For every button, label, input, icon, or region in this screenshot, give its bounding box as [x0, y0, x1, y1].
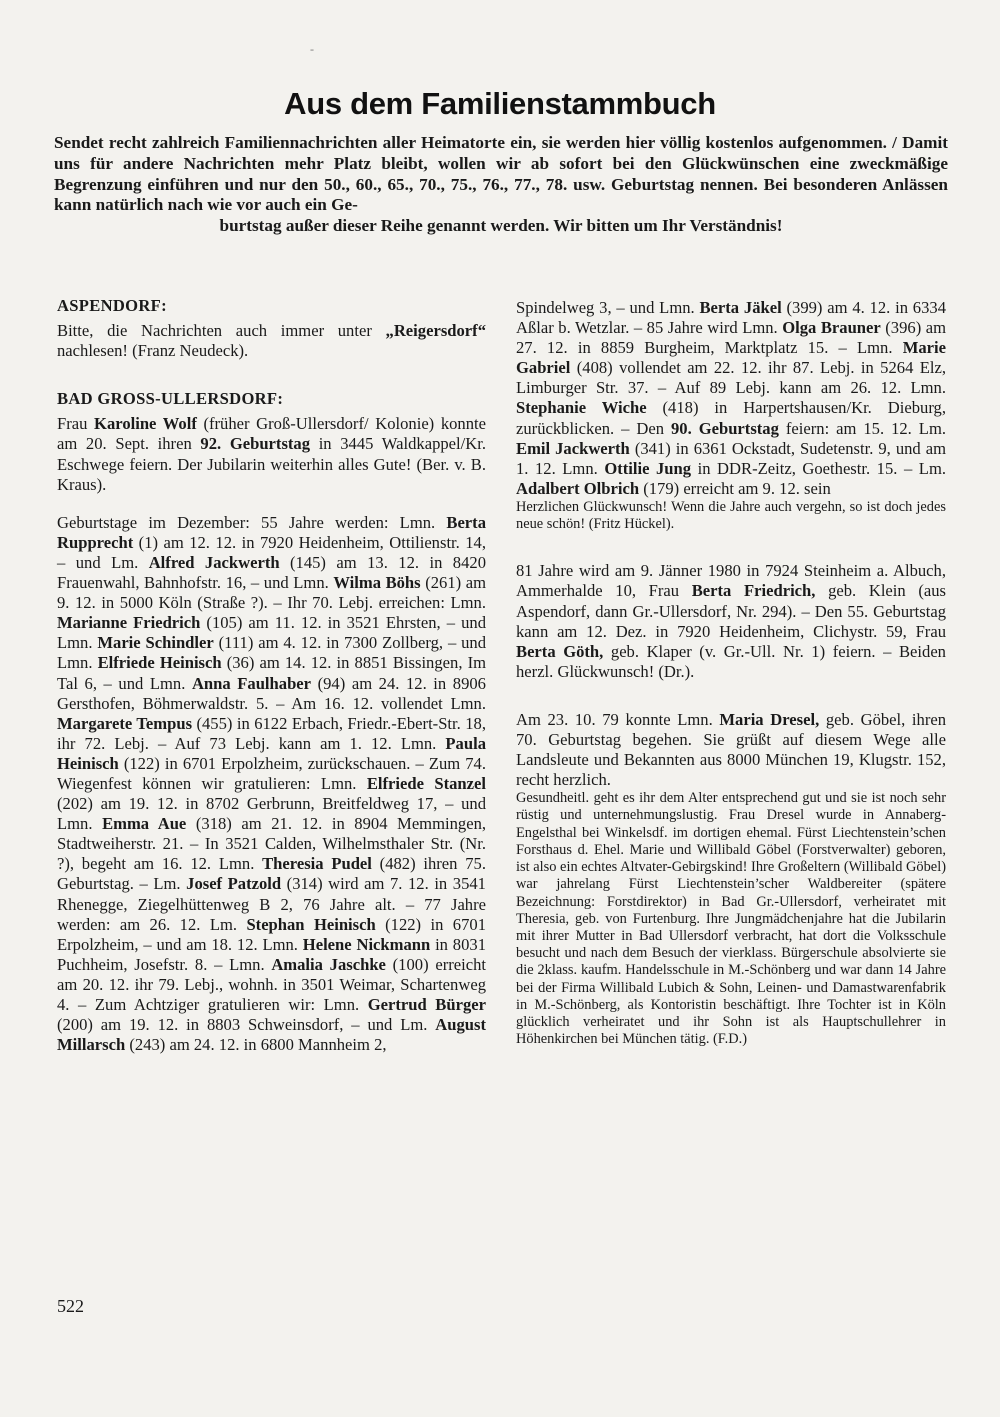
left-column	[57, 296, 486, 1055]
dresel-note: Gesundheitl. geht es ihr dem Alter entsprechend gut und sie ist noch sehr rüstig und unternehmungslustig. Frau Dresel wurde in Annaberg-Engelsthal bei Winkelsdf. im dortigen ehemal. Fürst Liechtenstein’schen Forsthaus d. Ehel. Marie und Willibald Göbel (Forstverwalter) geboren, ist also ein echtes Altvater-Gebirgskind! Ihre Großeltern (Willibald Göbel) war jahrelang Fürst Liechtenstein’scher Waldbereiter (spätere Bezeichnung: Forstdirektor) in Bad Gr.-Ullersdorf, verheiratet mit Theresia, geb. von Furtenburg. Ihre Jungmädchenjahre hat die Jubilarin mit ihrer Mutter in Bad Ullersdorf verbracht, hat dort die Volksschule besucht und nach dem Besuch der vierklass. Bürgerschule absolvierte sie die 2klass. kaufm. Handelsschule in M.-Schönberg und war dann 14 Jahre bei der Firma Willibald Lubich & Sohn, Leinen- und Damastwarenfabrik in M.-Schönberg, als Kontoristin beschäftigt. Ihre Tochter ist in Köln glücklich verheiratet und ihr Sohn ist als Hauptschullehrer in Höhenkirchen bei München tätig. (F.D.)	[516, 790, 946, 1048]
huckel-note: Herzlichen Glückwunsch! Wenn die Jahre auch vergehn, so ist doch jedes neue schön! (Fritz Hückel).	[516, 498, 946, 533]
december-birthdays-paragraph: Geburtstage im Dezember: 55 Jahre werden: Lmn. Berta Rupprecht (1) am 12. 12. in 7920 Heidenheim, Ottilienstr. 14, – und Lm. Alfred Jackwerth (145) am 13. 12. in 8420 Frauenwahl, Bahnhofstr. 16, – und Lmn. Wilma Böhs (261) am 9. 12. in 5000 Köln (Straße ?). – Ihr 70. Lebj. erreichen: Lmn. Marianne Friedrich (105) am 11. 12. in 3521 Ehrsten, – und Lmn. Marie Schindler (111) am 4. 12. in 7300 Zollberg, – und Lmn. Elfriede Heinisch (36) am 14. 12. in 8851 Bissingen, Im Tal 6, – und Lmn. Anna Faulhaber (94) am 24. 12. in 8906 Gersthofen, Böhmerwaldstr. 5. – Am 16. 12. vollendet Lmn. Margarete Tempus (455) in 6122 Erbach, Friedr.-Ebert-Str. 18, ihr 72. Lebj. – Auf 73 Lebj. kann am 1. 12. Lmn. Paula Heinisch (122) in 6701 Erpolzheim, zurückschauen. – Zum 74. Wiegenfest können wir gratulieren: Lmn. Elfriede Stanzel (202) am 19. 12. in 8702 Gerbrunn, Breitfeldweg 17, – und Lmn. Emma Aue (318) am 21. 12. in 8904 Memmingen, Stadtweiherstr. 21. – In 3521 Calden, Wilhelmsthaler Str. (Nr. ?), begeht am 16. 12. Lmn. Theresia Pudel (482) ihren 75. Geburtstag. – Lm. Josef Patzold (314) wird am 7. 12. in 3541 Rhenegge, Ziegelhüttenweg B 2, 76 Jahre alt. – 77 Jahre werden: am 26. 12. Lm. Stephan Heinisch (122) in 6701 Erpolzheim, – und am 18. 12. Lmn. Helene Nickmann in 8031 Puchheim, Josefstr. 8. – Lmn. Amalia Jaschke (100) erreicht am 20. 12. ihr 79. Lebj., wohnh. in 3501 Weimar, Schartenweg 4. – Zum Achtziger gratulieren wir: Lmn. Gertrud Bürger (200) am 19. 12. in 8803 Schweinsdorf, – und Lm. August Millarsch (243) am 24. 12. in 6800 Mannheim 2,	[57, 512, 487, 1055]
right-column	[516, 298, 946, 1048]
page-number: 522	[57, 1296, 84, 1316]
friedrich-paragraph: 81 Jahre wird am 9. Jänner 1980 in 7924 Steinheim a. Albuch, Ammerhalde 10, Frau Berta Friedrich, geb. Klein (aus Aspendorf, dann Gr.-Ullersdorf, Nr. 294). – Den 55. Geburtstag kann am 12. Dez. in 7920 Heidenheim, Clichystr. 59, Frau Berta Göth, geb. Klaper (v. Gr.-Ull. Nr. 1) feiern. – Beiden herzl. Glückwunsch! (Dr.).	[516, 561, 946, 681]
reigersdorf-ref: „Reigersdorf“	[385, 321, 486, 341]
section-heading-bad-gross-ullersdorf: BAD GROSS-ULLERSDORF:	[57, 389, 284, 409]
page-title: Aus dem Familienstammbuch	[284, 86, 716, 121]
intro-last-line: burtstag außer dieser Reihe genannt werden. Wir bitten um Ihr Verständnis!	[219, 216, 783, 236]
dresel-paragraph: Am 23. 10. 79 konnte Lmn. Maria Dresel, geb. Göbel, ihren 70. Geburtstag begehen. Sie grüßt auf diesem Wege alle Landsleute und Bekannten aus 8000 München 19, Klugstr. 152, recht herzlich.	[516, 709, 947, 790]
print-mark: -	[310, 42, 314, 56]
section-heading-aspendorf: ASPENDORF:	[57, 296, 167, 315]
intro-notice	[54, 133, 948, 237]
wolf-paragraph: Frau Karoline Wolf (früher Groß-Ullersdorf/ Kolonie) konnte am 20. Sept. ihren 92. Geburtstag in 3445 Waldkappel/Kr. Eschwege feiern. Der Jubilarin weiterhin alles Gute! (Ber. v. B. Kraus).	[57, 414, 487, 494]
continued-paragraph: Spindelweg 3, – und Lmn. Berta Jäkel (399) am 4. 12. in 6334 Aßlar b. Wetzlar. – 85 Jahre wird Lmn. Olga Brauner (396) am 27. 12. in 8859 Burgheim, Marktplatz 15. – Lmn. Marie Gabriel (408) vollendet am 22. 12. ihr 87. Lebj. in 5264 Elz, Limburger Str. 37. – Auf 89 Lebj. kann am 26. 12. Lmn. Stephanie Wiche (418) in Harpertshausen/Kr. Dieburg, zurückblicken. – Den 90. Geburtstag feiern: am 15. 12. Lm. Emil Jackwerth (341) in 6361 Ockstadt, Sudetenstr. 9, und am 1. 12. Lmn. Ottilie Jung in DDR-Zeitz, Goethestr. 15. – Lm. Adalbert Olbrich (179) erreicht am 9. 12. sein	[516, 298, 946, 498]
intro-text: Sendet recht zahlreich Familiennachrichten aller Heimatorte ein, sie werden hier völlig kostenlos aufgenommen. / Damit uns für andere Nachrichten mehr Platz bleibt, wollen wir ab sofort bei den Glückwünschen eine zweckmäßige Begrenzung einführen und nur den 50., 60., 65., 70., 75., 76., 77., 78. usw. Geburtstag nennen. Bei besonderen Anlässen kann natürlich nach wie vor auch ein Ge-	[54, 133, 948, 215]
aspendorf-paragraph: Bitte, die Nachrichten auch immer unter „Reigersdorf“ nachlesen! (Franz Neudeck).	[57, 321, 486, 361]
